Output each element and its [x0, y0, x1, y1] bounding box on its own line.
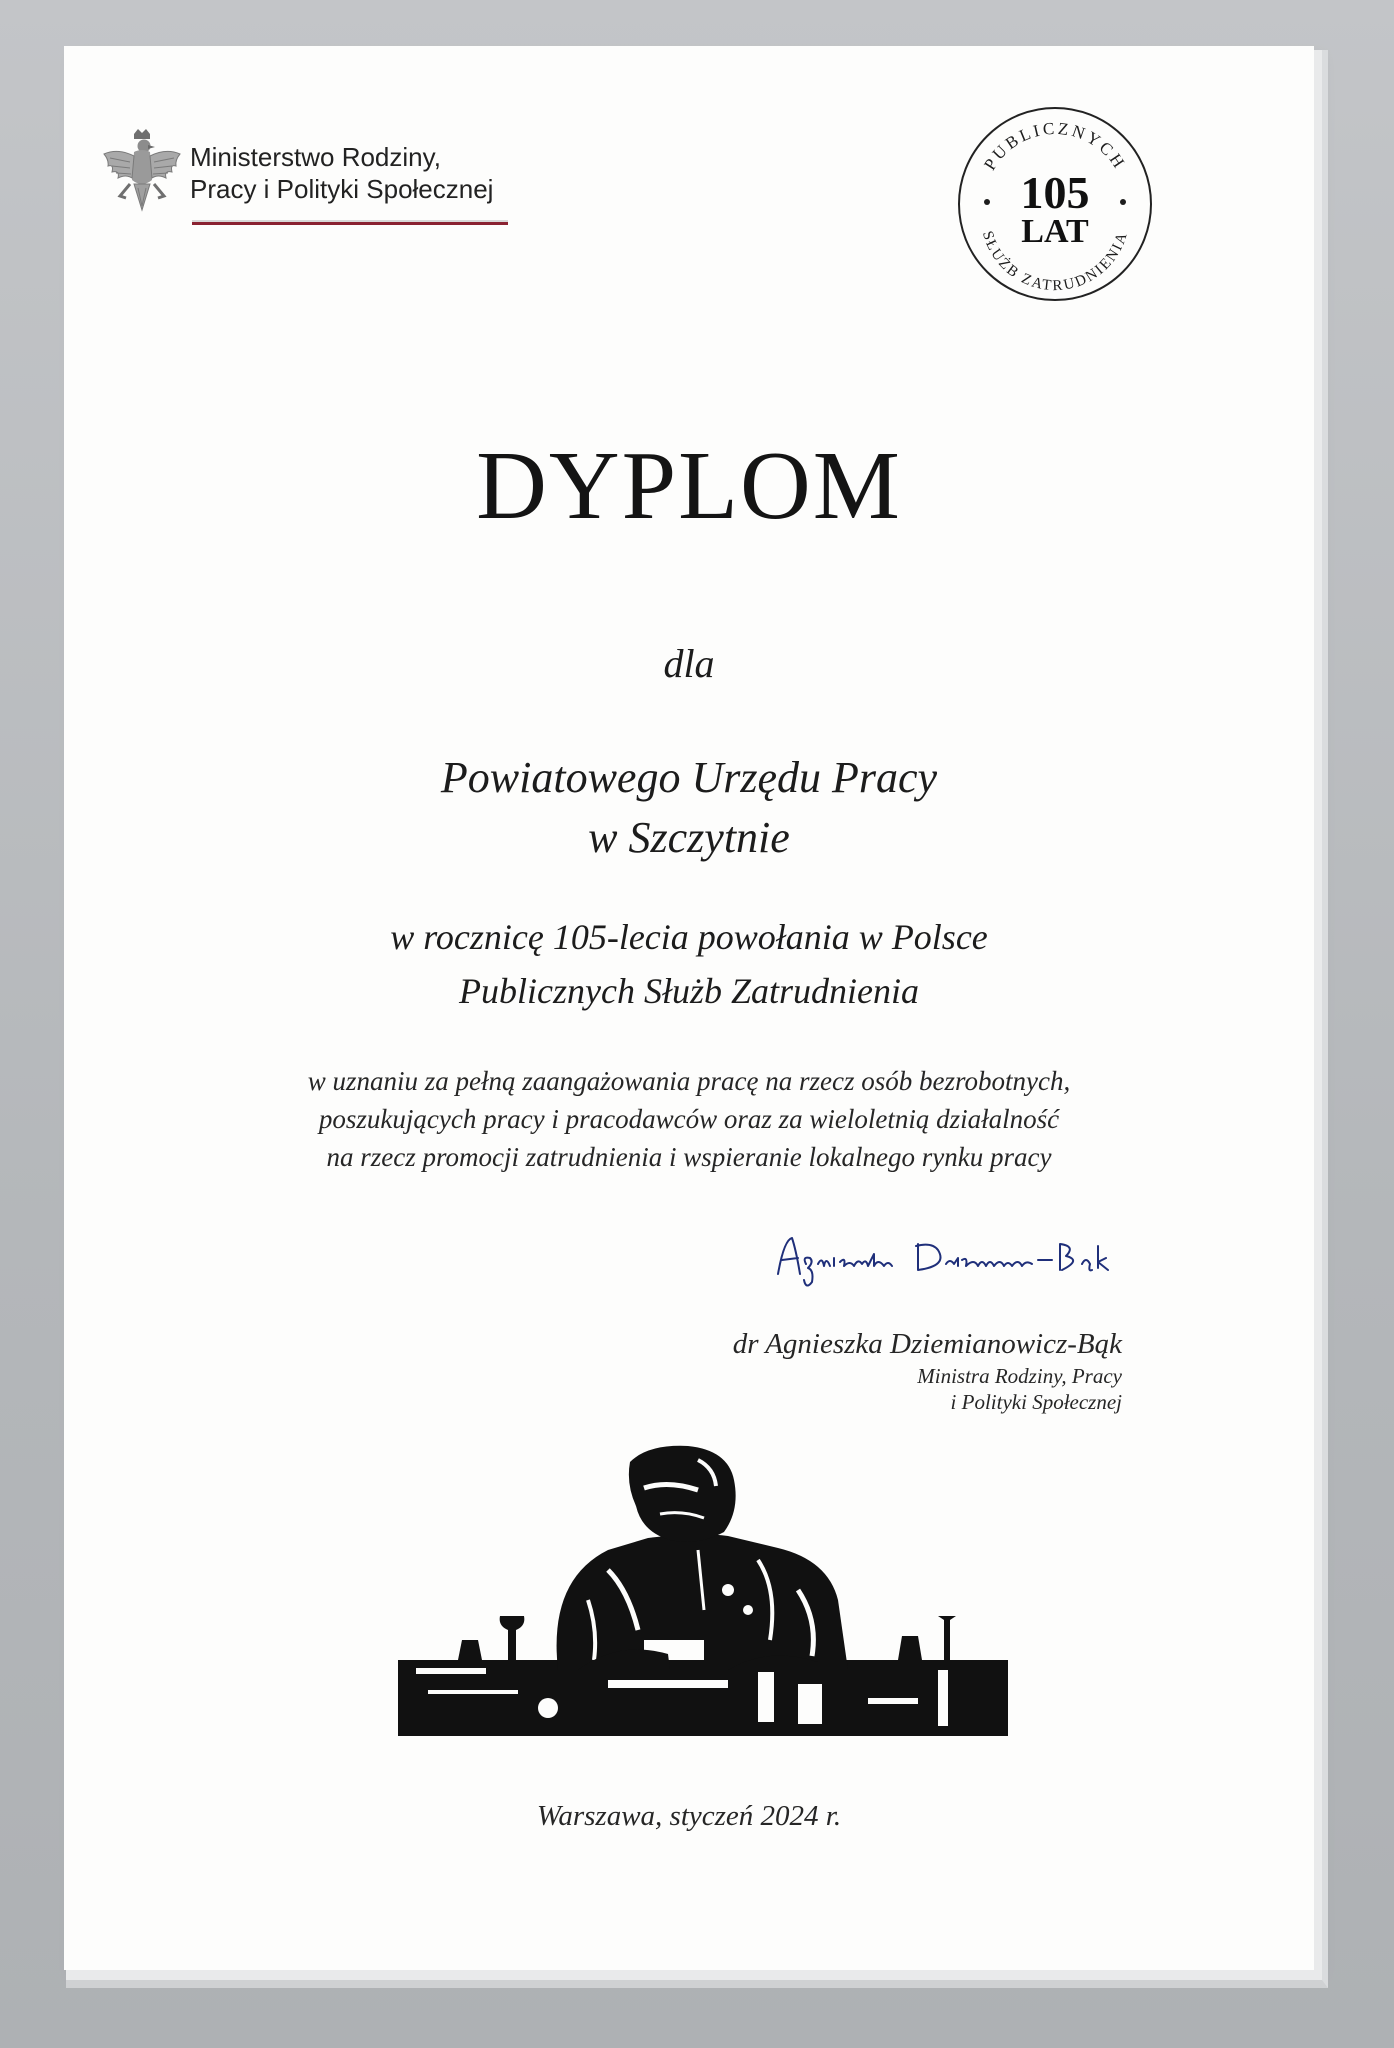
signer-title-line2: i Polityki Społecznej [950, 1390, 1122, 1414]
occasion-line1: w rocznicę 105-lecia powołania w Polsce [390, 917, 988, 957]
handwritten-signature [770, 1230, 1150, 1300]
flag-red-stripe [192, 222, 508, 225]
seal-dot-right [1120, 199, 1126, 205]
seated-figure-illustration [398, 1440, 1008, 1736]
diploma-title: DYPLOM [476, 432, 902, 540]
seal-unit: LAT [1021, 213, 1089, 250]
signer-name: dr Agnieszka Dziemianowicz-Bąk [732, 1328, 1122, 1360]
seal-number: 105 [1020, 167, 1090, 218]
reason-line3: na rzecz promocji zatrudnienia i wspieranie lokalnego rynku pracy [326, 1142, 1052, 1172]
place-date: Warszawa, styczeń 2024 r. [536, 1800, 842, 1832]
anniversary-seal [955, 104, 1155, 304]
flag-stripe [192, 220, 508, 225]
ministry-name-line1: Ministerstwo Rodziny, [190, 142, 441, 172]
signer-title-line1: Ministra Rodziny, Pracy [917, 1364, 1122, 1388]
figure-head [629, 1446, 736, 1542]
seal-ring-bottom: SŁUŻB ZATRUDNIENIA [978, 229, 1132, 295]
reason-line1: w uznaniu za pełną zaangażowania pracę na rzecz osób bezrobotnych, [307, 1066, 1071, 1096]
ministry-name-line2: Pracy i Polityki Społecznej [190, 174, 494, 204]
seal-dot-left [984, 199, 990, 205]
seal-ring-top: PUBLICZNYCH [980, 118, 1130, 174]
occasion-line2: Publicznych Służb Zatrudnienia [459, 971, 919, 1011]
ministry-logo [100, 128, 520, 268]
reason-line2: poszukujących pracy i pracodawców oraz za wieloletnią działalność [318, 1104, 1060, 1134]
recipient-line2: w Szczytnie [588, 813, 790, 862]
polish-eagle-emblem-icon [100, 128, 184, 216]
for-word: dla [663, 641, 715, 686]
recipient-line1: Powiatowego Urzędu Pracy [440, 753, 938, 802]
